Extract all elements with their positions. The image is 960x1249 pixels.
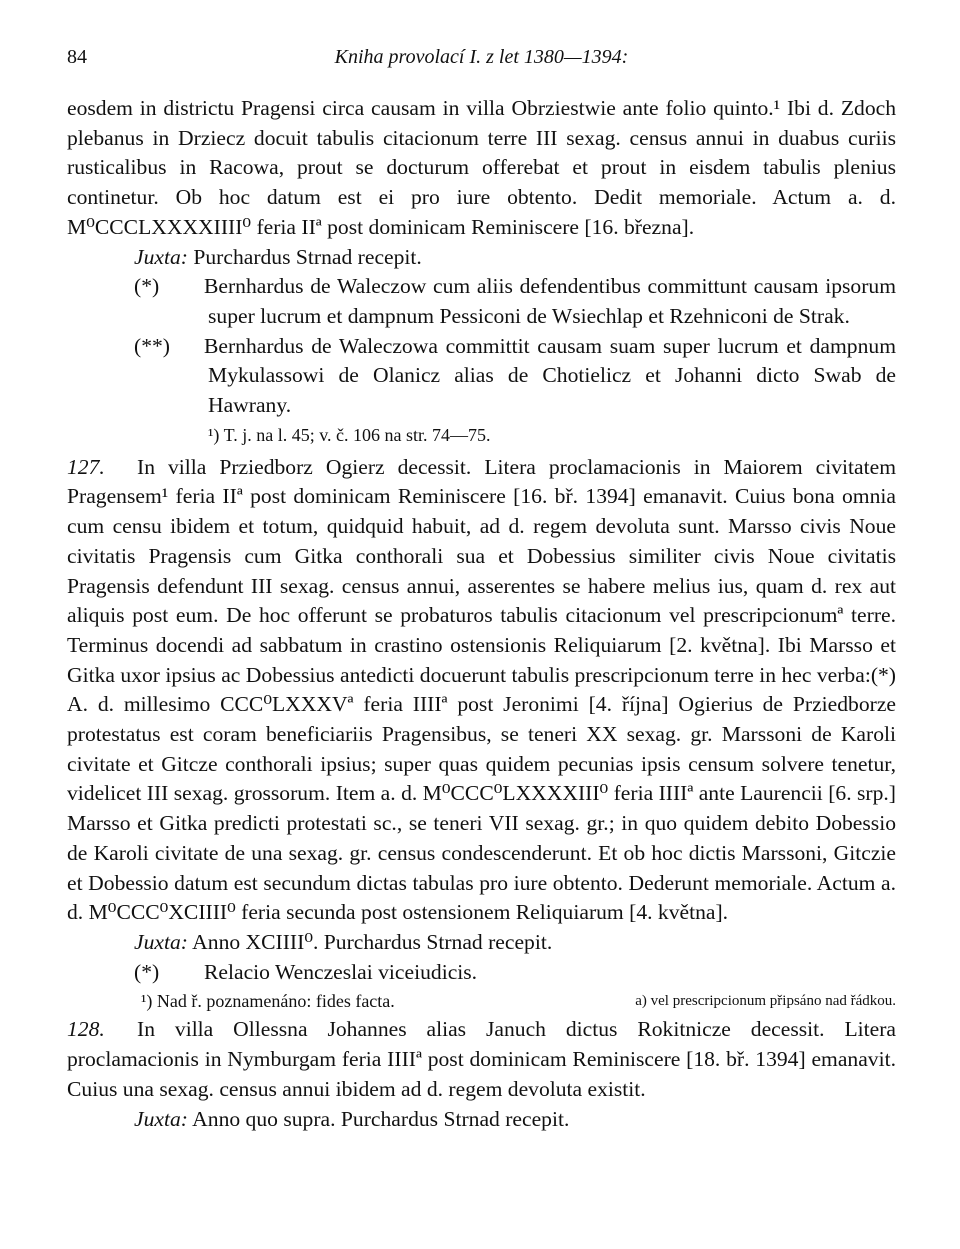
entry-number: 128. [67, 1017, 105, 1042]
marginal-note-3 [67, 958, 896, 988]
juxta-text: Anno quo supra. Purchardus Strnad recepit. [192, 1106, 570, 1131]
note-text: Relacio Wenczeslai viceiudicis. [204, 959, 478, 984]
juxta-line [67, 243, 896, 273]
note-marker: (*) [134, 274, 160, 299]
entry-text: In villa Prziedborz Ogierz decessit. Litera proclamacionis in Maiorem civitatem Pragensem¹ feria IIª post dominicam Reminiscere [16. bř. 1394] emanavit. Cuius bona omnia cum censu ibidem et totum, quidquid habuit, ad d. regem devoluta sunt. Marsso civis Noue civitatis Pragensis cum Gitka conthorali sua et Dobessius similiter civis Noue civitatis Pragensis defendunt III sexag. census annui, asserentes se habere melius ius, quam d. rex aut aliquis post eum. De hoc offerunt se probaturos tabulis citacionum vel prescripcionumª terre. Terminus docendi ad sabbatum in crastino ostensionis Reliquiarum [2. května]. Ibi Marsso et Gitka uxor ipsius ac Dobessius antedicti docuerunt tabulis prescripcionum terre in hec verba:(*) A. d. millesimo CCC⁰LXXXVª feria IIIIª post Jeronimi [4. října] Ogierius de Prziedborze protestatus est coram beneficiariis Pragensibus, se teneri XX sexag. gr. Marssoni de Karoli civitate et Gitcze conthorali ipsius; super quas quidem pecunias ipsis censum solvere tenetur, videlicet III sexag. grossorum. Item a. d. M⁰CCC⁰LXXXXIII⁰ feria IIIIª ante Laurencii [6. srp.] Marsso et Gitka predicti protestati sc., se teneri VII sexag. gr.; in quo quidem debito Dobessio de Karoli civitate de una sexag. gr. census condescenderunt. Et ob hoc dictis Marssoni, Gitczie et Dobessio datum est secundum dictas tabulas pro iure obtento. Dederunt memoriale. Actum a. d. M⁰CCC⁰XCIIII⁰ feria secunda post ostensionem Reliquiarum [4. května]. [67, 454, 896, 925]
juxta-label: Juxta: [134, 244, 188, 269]
entry-128 [67, 1015, 896, 1104]
footnote-row [67, 987, 896, 1015]
marginal-note-2 [67, 332, 896, 421]
entry-text: In villa Ollessna Johannes alias Januch dictus Rokitnicze decessit. Litera proclamacionis in Nymburgam feria IIIIª post dominicam Reminiscere [18. bř. 1394] emanavit. Cuius una sexag. census annui ibidem ad d. regem devoluta existit. [67, 1017, 896, 1101]
juxta-text: Purchardus Strnad recepit. [193, 244, 422, 269]
footnote: ¹) T. j. na l. 45; v. č. 106 na str. 74—75. [208, 424, 491, 445]
footnote-left: ¹) Nad ř. poznamenáno: fides facta. [141, 991, 395, 1012]
paragraph-continuation: eosdem in districtu Pragensi circa causam in villa Obrziestwie ante folio quinto.¹ Ibi d. Zdoch plebanus in Drziecz docuit tabulis citacionum terre III sexag. census annui in duabus curiis rusticalibus in Racowa, prout se docturum offerebat et prout in eisdem tabulis plenius continetur. Ob hoc datum est ei pro iure obtento. Dedit memoriale. Actum a. d. M⁰CCCLXXXXIIII⁰ feria IIª post dominicam Reminiscere [16. března]. [67, 96, 896, 239]
page-header [67, 40, 896, 78]
note-text: Bernhardus de Waleczowa committit causam suam super lucrum et dampnum Mykulassowi de Olanicz alias de Chotielicz et Johanni dicto Swab de Hawrany. [204, 333, 896, 418]
juxta-label: Juxta: [134, 929, 188, 954]
juxta-line [67, 1105, 896, 1135]
note-marker: (**) [134, 333, 170, 358]
page-number: 84 [67, 46, 87, 68]
footnote-right: a) vel prescripcionum připsáno nad řádkou. [635, 993, 896, 1010]
running-title: Kniha provolací I. z let 1380—1394: [334, 46, 629, 68]
entry-127 [67, 453, 896, 928]
note-marker: (*) [134, 959, 160, 984]
entry-number: 127. [67, 454, 105, 479]
note-text: Bernhardus de Waleczow cum aliis defendentibus committunt causam ipsorum super lucrum et dampnum Pessiconi de Wsiechlap et Rzehniconi de Strak. [204, 274, 896, 328]
page-body [67, 94, 896, 1134]
marginal-note-1 [67, 272, 896, 331]
juxta-text: Anno XCIIII⁰. Purchardus Strnad recepit. [192, 929, 553, 954]
juxta-label: Juxta: [134, 1106, 188, 1131]
juxta-line [67, 928, 896, 958]
